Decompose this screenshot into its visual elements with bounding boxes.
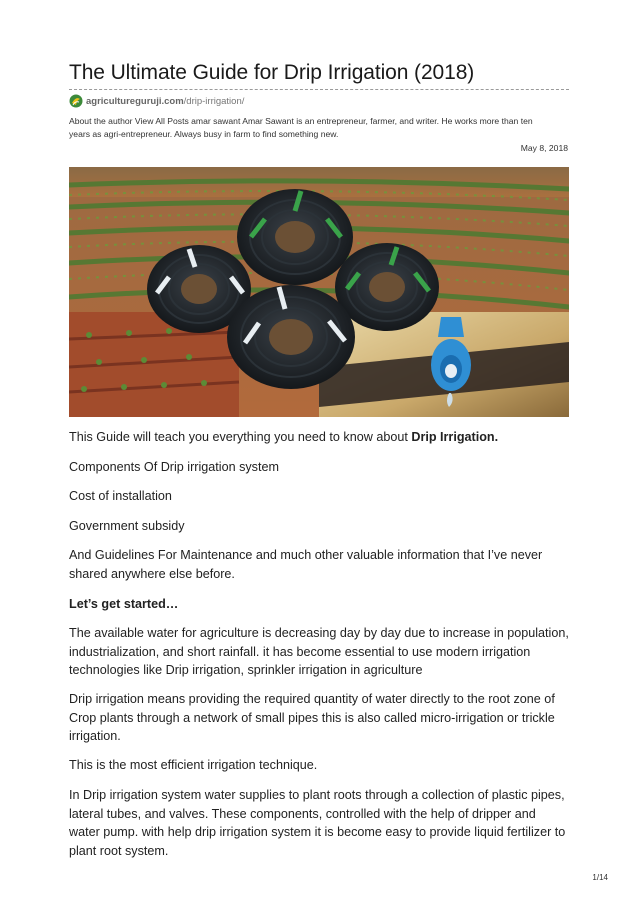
- section-lead: [69, 595, 569, 614]
- site-logo-icon: [69, 94, 83, 108]
- drip-pipe-coils-photo: [69, 167, 569, 417]
- page-indicator: 1/14: [592, 873, 608, 882]
- body-paragraph: This is the most efficient irrigation technique.: [69, 758, 318, 772]
- author-bio: [69, 115, 569, 141]
- body-paragraph: In Drip irrigation system water supplies to plant roots through a collection of plastic pipes, lateral tubes, and valves. These components, controlled with the help of dripper and water pump. with help drip irrigation system it is become easy to provide liquid fertilizer to plant root system.: [69, 788, 566, 858]
- source-domain: agricultureguruji.com: [86, 95, 184, 107]
- body-paragraph: The available water for agriculture is decreasing day by day due to increase in population, industrialization, and short rainfall. it has become essential to use modern irrigation technologies like Drip irrigation, sprinkler irrigation in agriculture: [69, 626, 569, 678]
- intro-paragraph: [69, 428, 569, 447]
- intro-lead-text: This Guide will teach you everything you need to know about: [69, 430, 412, 444]
- author-bio-line: years as agri-entrepreneur. Always busy in farm to find something new.: [69, 129, 339, 139]
- hero-image: [69, 167, 569, 417]
- title-divider: [69, 89, 569, 90]
- source-link[interactable]: [69, 93, 244, 109]
- author-bio-line: About the author View All Posts amar sawant Amar Sawant is an entrepreneur, farmer, and writer. He works more than ten: [69, 116, 533, 126]
- intro-bold-text: Drip Irrigation.: [411, 430, 499, 444]
- list-item: And Guidelines For Maintenance and much other valuable information that I’ve never shared anywhere else before.: [69, 548, 543, 581]
- list-item: Components Of Drip irrigation system: [69, 460, 279, 474]
- publish-date: May 8, 2018: [520, 143, 568, 153]
- page-title: The Ultimate Guide for Drip Irrigation (2018): [69, 61, 475, 84]
- body-paragraph: Drip irrigation means providing the required quantity of water directly to the root zone of Crop plants through a network of small pipes this is also called micro-irrigation or trickle irrigation.: [69, 692, 555, 744]
- list-item: Government subsidy: [69, 519, 185, 533]
- lets-start-heading: Let’s get started…: [69, 597, 179, 611]
- source-path: /drip-irrigation/: [183, 95, 245, 107]
- list-item: Cost of installation: [69, 489, 172, 503]
